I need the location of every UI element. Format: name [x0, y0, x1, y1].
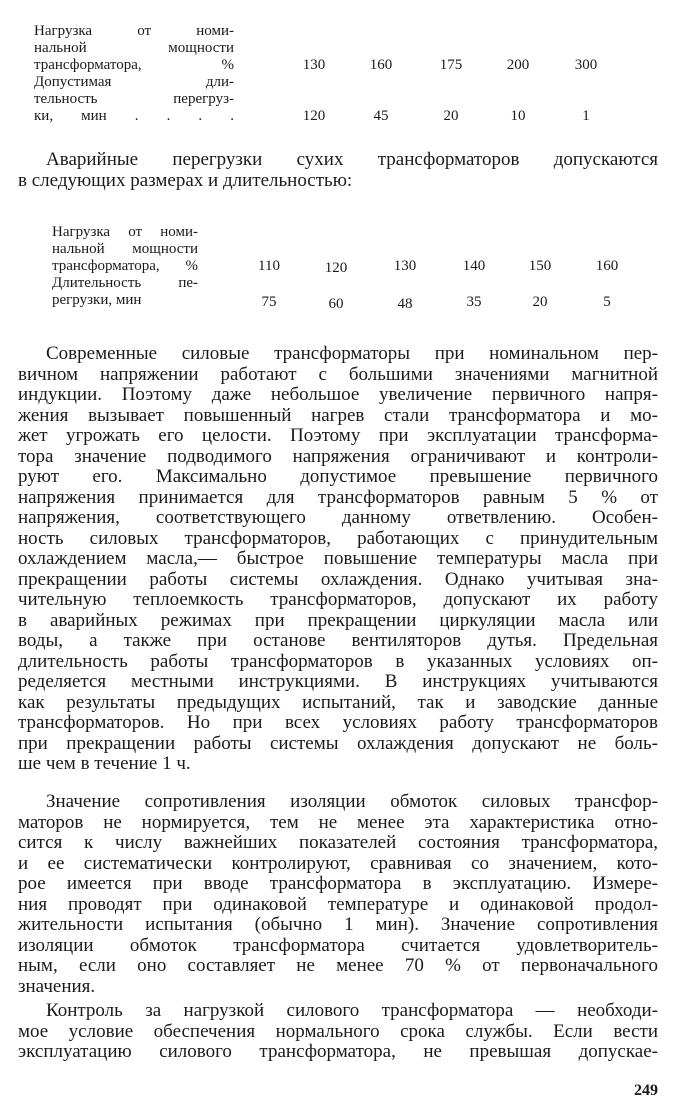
table1-duration-value: 1	[582, 108, 590, 124]
table1-load-label: Нагрузка от номи- нальной мощности трансформатора, %	[34, 23, 234, 73]
table2-load-value: 120	[324, 260, 348, 276]
table2-load-value: 140	[462, 258, 486, 274]
table1-duration-label: Допустимая дли- тельность перегруз- ки, мин . . . .	[34, 74, 234, 124]
table2-load-value: 130	[393, 258, 417, 274]
overload-table-2	[52, 224, 652, 314]
body-paragraph: Контроль за нагрузкой силового трансформатора — необходи- мое условие обеспечения нормального срока службы. Если вести эксплуатацию силового трансформатора, не превышая допускае-	[18, 1000, 658, 1062]
table2-duration-label: Длительность пе- регрузки, мин	[52, 275, 198, 308]
table2-duration-value: 60	[328, 296, 344, 312]
table2-load-label: Нагрузка от номи- нальной мощности трансформатора, %	[52, 224, 198, 274]
page-number: 249	[634, 1082, 658, 1099]
table2-load-value: 110	[258, 258, 280, 274]
table1-duration-value: 10	[510, 108, 526, 124]
table2-duration-value: 75	[261, 294, 277, 310]
table2-load-value: 150	[528, 258, 552, 274]
table1-load-value: 160	[369, 57, 393, 73]
table1-load-value: 200	[506, 57, 530, 73]
table1-load-value: 175	[439, 57, 463, 73]
table2-load-value: 160	[595, 258, 619, 274]
table1-load-value: 300	[574, 57, 598, 73]
body-paragraph: Современные силовые трансформаторы при номинальном пер- вичном напряжении работают с большими значениями магнитной индукции. Поэтому даже небольшое увеличение первичного напря- жения вызывает повышенный нагрев стали трансформатора и мо- жет угрожать его целости. Поэтому при эксплуатации трансформа- тора значение подводимого напряжения ограничивают и контроли- руют его. Максимально допустимое превышение первичного напряжения принимается для трансформаторов равным 5 % от напряжения, соответствующего данному ответвлению. Особен- ность силовых трансформаторов, работающих с принудительным охлаждением масла,— быстрое повышение температуры масла при прекращении работы системы охлаждения. Однако учитывая зна- чительную теплоемкость трансформаторов, допускают их работу в аварийных режимах при прекращении циркуляции масла или воды, а также при останове вентиляторов дутья. Предельная длительность работы трансформаторов в указанных условиях оп- ределяется местными инструкциями. В инструкциях учитываются как результаты предыдущих испытаний, так и заводские данные трансформаторов. Но при всех условиях работу трансформаторов при прекращении работы системы охлаждения допускают не боль- ше чем в течение 1 ч.	[18, 343, 658, 774]
table1-duration-value: 120	[302, 108, 326, 124]
table2-duration-value: 5	[603, 294, 611, 310]
body-paragraph: Значение сопротивления изоляции обмоток силовых трансфор- маторов не нормируется, тем не менее эта характеристика отно- сится к числу важнейших показателей состояния трансформатора, и ее систематически контролируют, сравнивая со значением, кото- рое имеется при вводе трансформатора в эксплуатацию. Измере- ния проводят при одинаковой температуре и одинаковой продол- жительности испытания (обычно 1 мин). Значение сопротивления изоляции обмоток трансформатора считается удовлетворитель- ным, если оно составляет не менее 70 % от первоначального значения.	[18, 791, 658, 997]
overload-table-1	[34, 23, 654, 125]
table2-duration-value: 20	[532, 294, 548, 310]
table1-load-value: 130	[302, 57, 326, 73]
intro-paragraph: Аварийные перегрузки сухих трансформаторов допускаются в следующих размерах и длительностью:	[18, 149, 658, 191]
table1-duration-value: 20	[443, 108, 459, 124]
table2-duration-value: 48	[397, 296, 413, 312]
table2-duration-value: 35	[466, 294, 482, 310]
table1-duration-value: 45	[373, 108, 389, 124]
